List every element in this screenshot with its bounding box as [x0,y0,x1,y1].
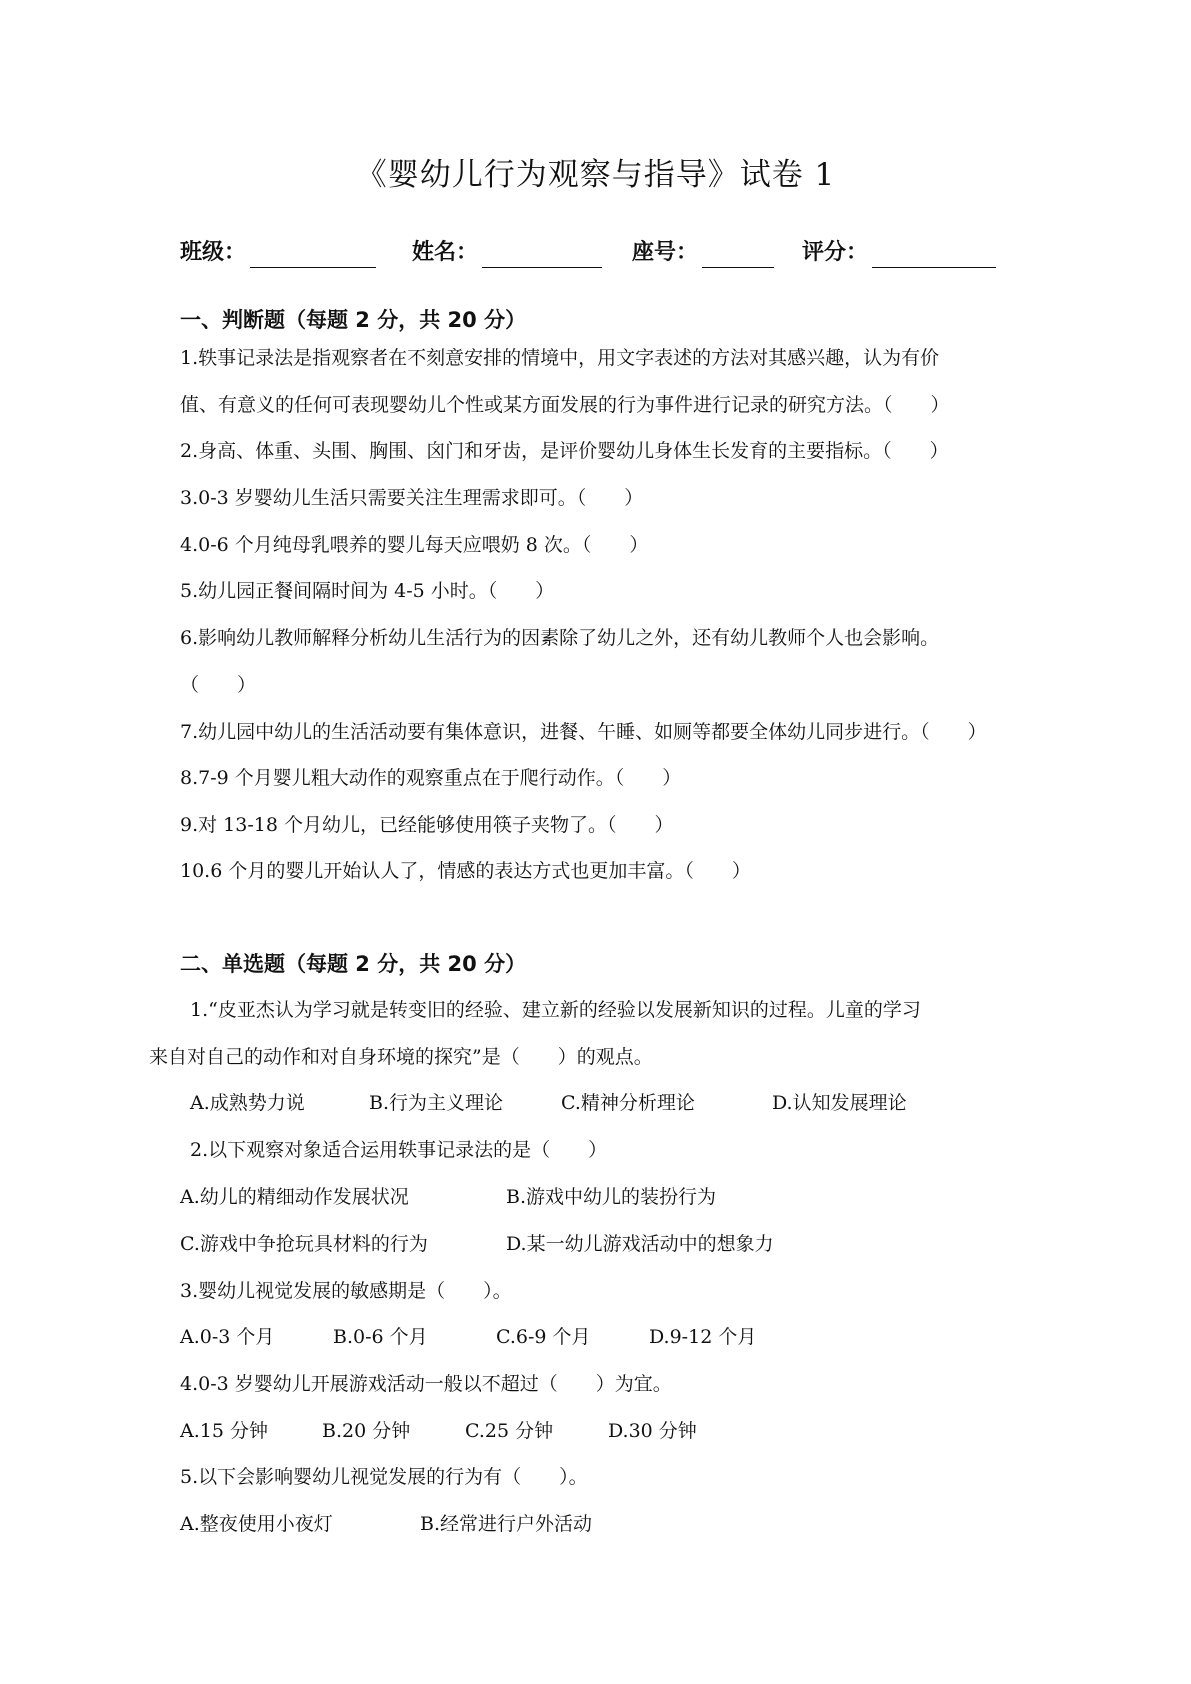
exam-title: 《婴幼儿行为观察与指导》试卷 1 [355,157,836,193]
mc-option: D.9-12 个月 [649,1326,757,1348]
tf-line: 9.对 13-18 个月幼儿，已经能够使用筷子夹物了。（ ） [180,814,674,836]
name-label: 姓名： [412,240,479,265]
tf-line: 值、有意义的任何可表现婴幼儿个性或某方面发展的行为事件进行记录的研究方法。（ ） [180,394,950,416]
mc-question-2: 2.以下观察对象适合运用轶事记录法的是（ ） [190,1139,608,1161]
mc-question-5: 5.以下会影响婴幼儿视觉发展的行为有（ ）。 [180,1466,588,1488]
score-field [802,238,996,268]
section1-heading: 一、判断题（每题 2 分，共 20 分） [180,308,527,332]
mc-option: D.某一幼儿游戏活动中的想象力 [506,1233,774,1255]
tf-line: 4.0-6 个月纯母乳喂养的婴儿每天应喂奶 8 次。（ ） [180,534,649,556]
mc-option: B.行为主义理论 [369,1092,504,1114]
class-field [180,238,376,268]
score-blank[interactable] [872,243,996,268]
mc-option: A.整夜使用小夜灯 [180,1513,333,1535]
mc-option: B.游戏中幼儿的装扮行为 [506,1186,717,1208]
mc-question-1: 1.“皮亚杰认为学习就是转变旧的经验、建立新的经验以发展新知识的过程。儿童的学习 [190,999,921,1021]
class-blank[interactable] [250,243,376,268]
seat-blank[interactable] [702,243,774,268]
section2-heading: 二、单选题（每题 2 分，共 20 分） [180,952,527,976]
mc-option: C.精神分析理论 [561,1092,695,1114]
mc-question-1-cont: 来自对自己的动作和对自身环境的探究”是（ ）的观点。 [149,1046,653,1068]
tf-line: 5.幼儿园正餐间隔时间为 4-5 小时。（ ） [180,580,555,602]
mc-question-4: 4.0-3 岁婴幼儿开展游戏活动一般以不超过（ ）为宜。 [180,1373,672,1395]
mc-option: D.认知发展理论 [772,1092,907,1114]
class-label: 班级： [180,240,247,265]
seat-label: 座号： [632,240,699,265]
tf-line: 2.身高、体重、头围、胸围、囟门和牙齿，是评价婴幼儿身体生长发育的主要指标。（ ） [180,440,949,462]
tf-line: 8.7-9 个月婴儿粗大动作的观察重点在于爬行动作。（ ） [180,767,682,789]
mc-option: B.0-6 个月 [333,1326,428,1348]
mc-option: A.成熟势力说 [190,1092,305,1114]
tf-line: （ ） [180,674,257,696]
seat-field [632,238,774,268]
score-label: 评分： [802,240,869,265]
mc-question-3: 3.婴幼儿视觉发展的敏感期是（ ）。 [180,1280,512,1302]
mc-option: B.经常进行户外活动 [420,1513,593,1535]
mc-option: C.6-9 个月 [496,1326,591,1348]
tf-line: 3.0-3 岁婴幼儿生活只需要关注生理需求即可。（ ） [180,487,644,509]
mc-option: D.30 分钟 [608,1420,697,1442]
mc-option: A.0-3 个月 [180,1326,275,1348]
tf-line: 10.6 个月的婴儿开始认人了，情感的表达方式也更加丰富。（ ） [180,860,751,882]
mc-option: B.20 分钟 [322,1420,411,1442]
tf-line: 1.轶事记录法是指观察者在不刻意安排的情境中，用文字表述的方法对其感兴趣，认为有价 [180,347,940,369]
tf-line: 7.幼儿园中幼儿的生活活动要有集体意识，进餐、午睡、如厕等都要全体幼儿同步进行。（ ） [180,721,987,743]
mc-option: C.游戏中争抢玩具材料的行为 [180,1233,428,1255]
mc-option: A.15 分钟 [180,1420,268,1442]
mc-option: A.幼儿的精细动作发展状况 [180,1186,409,1208]
mc-option: C.25 分钟 [465,1420,554,1442]
name-field [412,238,602,268]
name-blank[interactable] [482,243,602,268]
tf-line: 6.影响幼儿教师解释分析幼儿生活行为的因素除了幼儿之外，还有幼儿教师个人也会影响。 [180,627,940,649]
